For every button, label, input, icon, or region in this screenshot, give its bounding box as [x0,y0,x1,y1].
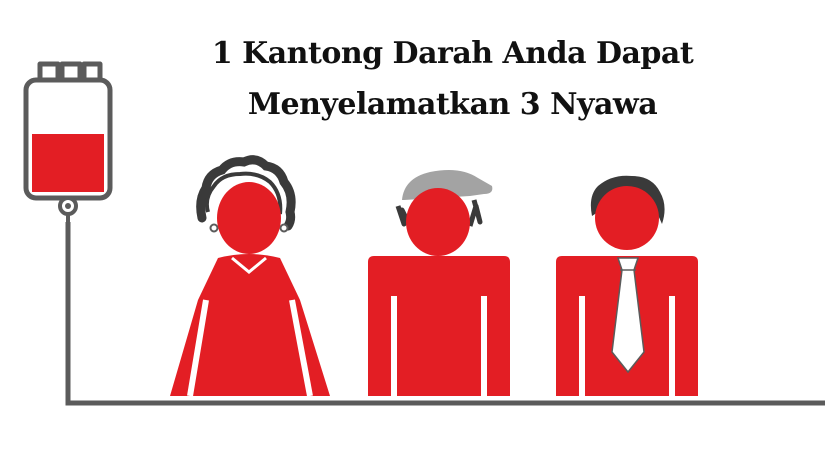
woman-figure-icon [170,160,330,396]
blood-level [32,134,104,192]
blood-bag-icon [26,64,110,222]
man-with-tie-figure-icon [556,176,698,396]
boy-with-cap-figure-icon [368,170,510,396]
headline-line-2: Menyelamatkan 3 Nyawa [247,87,658,122]
headline-line-1: 1 Kantong Darah Anda Dapat [211,36,694,71]
